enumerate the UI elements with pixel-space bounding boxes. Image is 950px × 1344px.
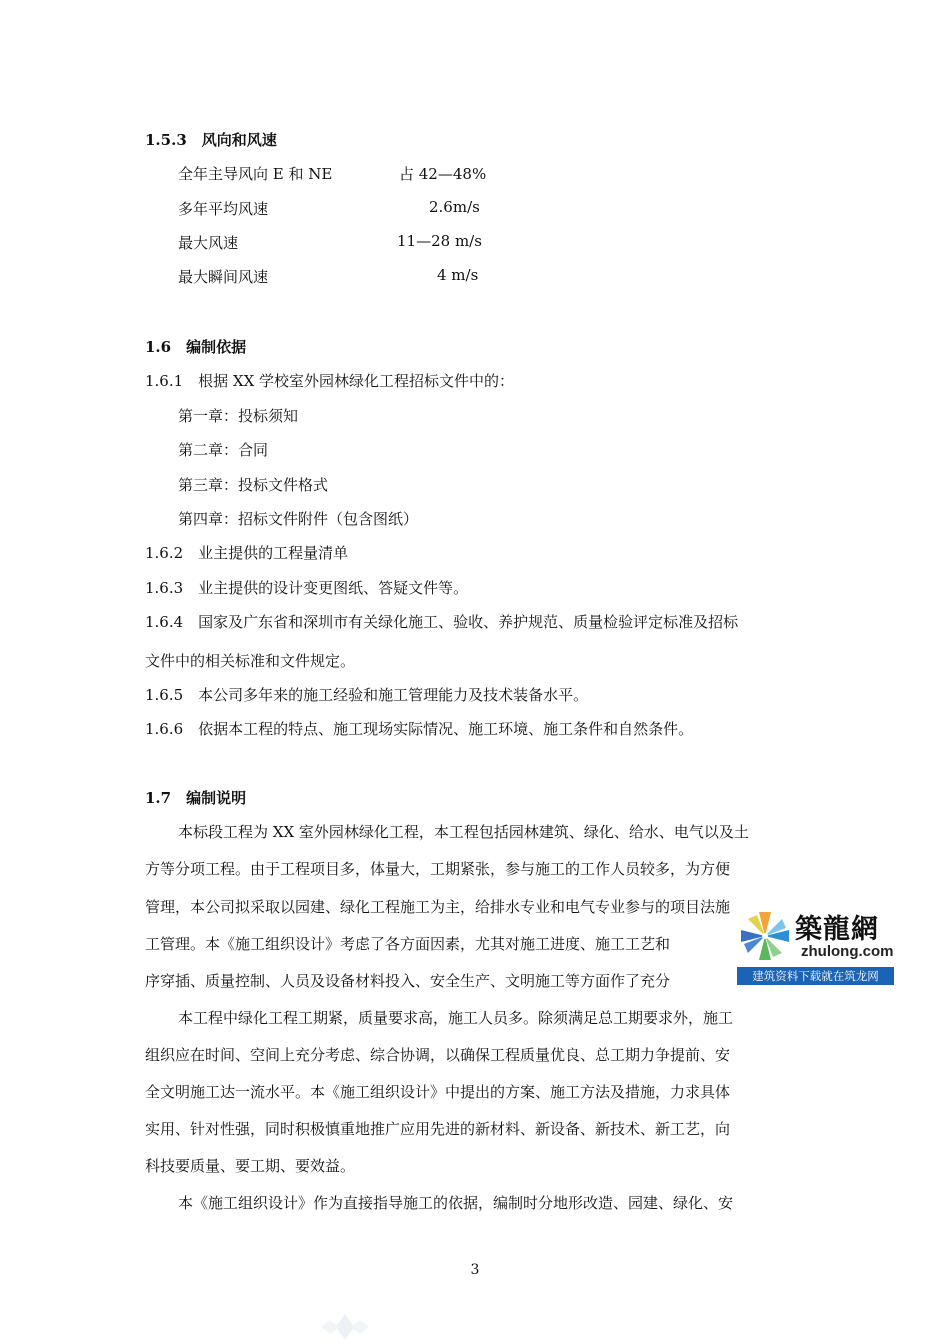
logo-chinese-name: 築龍網 [795, 914, 879, 945]
paragraph-line: 工管理。本《施工组织设计》考虑了各方面因素，尤其对施工进度、施工工艺和 [145, 935, 671, 953]
basis-item: 1.6.4 国家及广东省和深圳市有关绿化施工、验收、养护规范、质量检验评定标准及招标 [145, 613, 739, 631]
wind-value-3: 11—28 m/s [397, 232, 482, 250]
basis-item: 第二章：合同 [178, 441, 269, 459]
paragraph-line: 科技要质量、要工期、要效益。 [145, 1157, 356, 1175]
basis-item: 1.6.2 业主提供的工程量清单 [145, 544, 349, 562]
paragraph-line: 本《施工组织设计》作为直接指导施工的依据，编制时分地形改造、园建、绿化、安 [178, 1194, 734, 1212]
paragraph-line: 组织应在时间、空间上充分考虑、综合协调，以确保工程质量优良、总工期力争提前、安 [145, 1046, 731, 1064]
wind-label-4: 最大瞬间风速 [178, 268, 269, 286]
wind-value-2: 2.6m/s [429, 198, 480, 216]
basis-item: 第三章：投标文件格式 [178, 476, 329, 494]
section-heading-1-5-3: 1.5.3 风向和风速 [145, 131, 277, 149]
basis-item: 1.6.5 本公司多年来的施工经验和施工管理能力及技术装备水平。 [145, 686, 589, 704]
zhulong-watermark-logo [737, 905, 894, 985]
pinwheel-logo-icon [739, 907, 791, 965]
basis-item: 文件中的相关标准和文件规定。 [145, 652, 356, 670]
paragraph-line: 全文明施工达一流水平。本《施工组织设计》中提出的方案、施工方法及措施，力求具体 [145, 1083, 731, 1101]
wind-label-2: 多年平均风速 [178, 200, 269, 218]
paragraph-line: 方等分项工程。由于工程项目多，体量大，工期紧张，参与施工的工作人员较多，为方便 [145, 860, 731, 878]
basis-item: 1.6.1 根据 XX 学校室外园林绿化工程招标文件中的： [145, 372, 515, 390]
wind-label-1: 全年主导风向 E 和 NE [178, 165, 333, 183]
wind-label-3: 最大风速 [178, 234, 239, 252]
wind-value-4: 4 m/s [437, 266, 479, 284]
paragraph-line: 实用、针对性强，同时积极慎重地推广应用先进的新材料、新设备、新技术、新工艺，向 [145, 1120, 731, 1138]
faint-watermark-icon [310, 1310, 380, 1344]
section-heading-1-6: 1.6 编制依据 [145, 338, 247, 356]
logo-domain: zhulong.com [801, 943, 894, 960]
wind-value-1: 占 42—48% [399, 165, 487, 183]
page-number: 3 [470, 1262, 480, 1278]
paragraph-line: 序穿插、质量控制、人员及设备材料投入、安全生产、文明施工等方面作了充分 [145, 972, 671, 990]
section-heading-1-7: 1.7 编制说明 [145, 789, 247, 807]
basis-item: 1.6.3 业主提供的设计变更图纸、答疑文件等。 [145, 579, 469, 597]
logo-slogan: 建筑资料下载就在筑龙网 [737, 967, 894, 985]
paragraph-line: 本标段工程为 XX 室外园林绿化工程，本工程包括园林建筑、绿化、给水、电气以及土 [178, 823, 749, 841]
paragraph-line: 管理，本公司拟采取以园建、绿化工程施工为主，给排水专业和电气专业参与的项目法施 [145, 898, 731, 916]
basis-item: 1.6.6 依据本工程的特点、施工现场实际情况、施工环境、施工条件和自然条件。 [145, 720, 694, 738]
basis-item: 第四章：招标文件附件（包含图纸） [178, 510, 419, 528]
basis-item: 第一章：投标须知 [178, 407, 299, 425]
paragraph-line: 本工程中绿化工程工期紧，质量要求高，施工人员多。除须满足总工期要求外，施工 [178, 1009, 734, 1027]
